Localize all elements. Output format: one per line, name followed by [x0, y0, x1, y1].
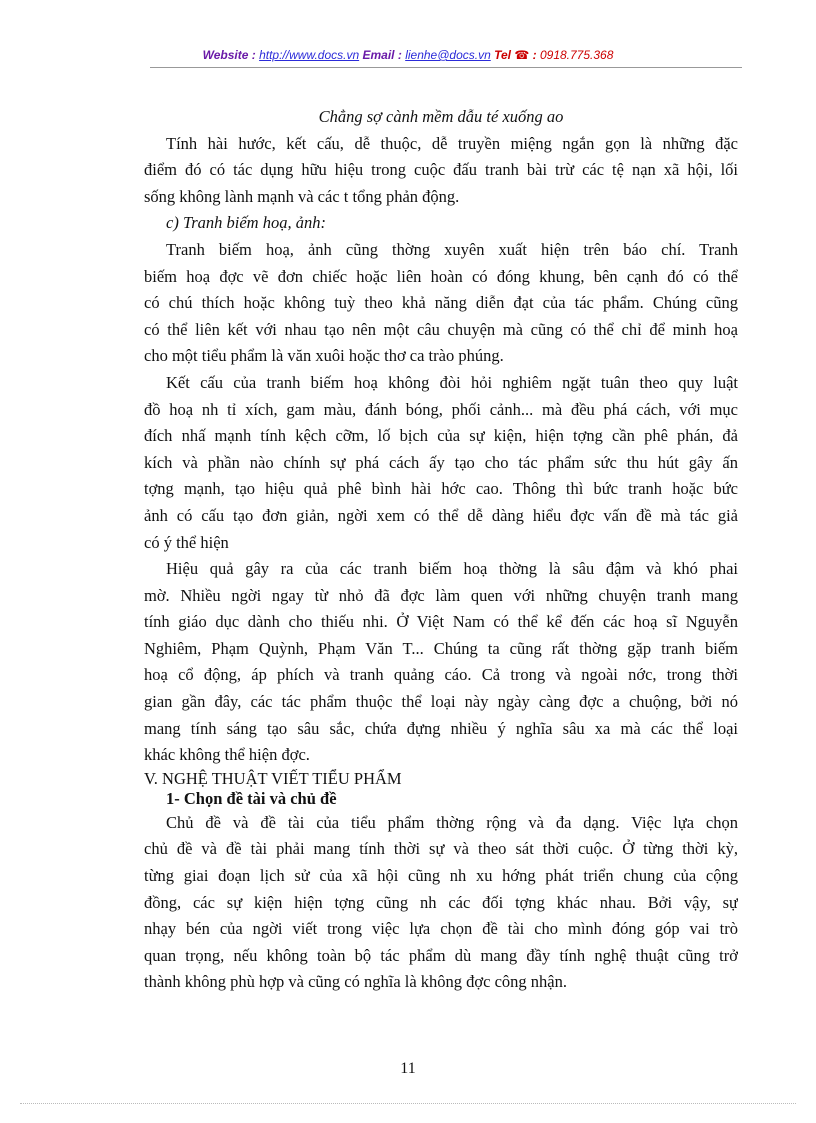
text-line: thành không phù hợp và cũng có nghĩa là không đợc công nhận.	[144, 972, 567, 992]
text-line: mờ. Nhiều ngời ngay từ nhỏ đã đợc làm quen với những chuyện tranh mang	[144, 585, 738, 605]
text-line: kích và phần nào chính sự phá cách ấy tạo cho tác phẩm sức thu hút gây ấn	[144, 452, 738, 472]
header-rule	[150, 67, 742, 68]
email-label: Email	[362, 48, 395, 62]
text-line: quan trọng, nếu không toàn bộ tác phẩm dù mang đầy tính nghệ thuật cũng trở	[144, 945, 738, 965]
section-heading: V. NGHỆ THUẬT VIẾT TIỂU PHẨM	[144, 768, 402, 788]
text-line: ảnh có cấu tạo đơn giản, ngời xem có thể dễ dàng hiểu đợc vấn đề mà tác giả	[144, 505, 738, 525]
text-line: Nghiêm, Phạm Quỳnh, Phạm Văn T... Chúng ta cũng rất thờng gặp tranh biếm	[144, 638, 738, 658]
subsection-heading: c) Tranh biếm hoạ, ảnh:	[166, 213, 326, 233]
text-line: sống không lành mạnh và các t tổng phản động.	[144, 186, 460, 206]
page-body	[144, 104, 738, 996]
text-line: có thể liên kết với nhau tạo nên một câu chuyện mà cũng có thể chỉ để minh hoạ	[144, 319, 738, 339]
text-line: biếm hoạ đợc vẽ đơn chiếc hoặc liên hoàn có đóng khung, bên cạnh đó có thể	[144, 266, 738, 286]
page-number: 11	[400, 1060, 416, 1077]
text-line: gian gần đây, các tác phẩm thuộc thể loại này ngày càng đợc a chuộng, bởi nó	[144, 692, 738, 712]
text-line: tợng mạnh, tạo hiệu quả phê bình hài hớc cao. Thông thì bức tranh hoặc bức	[144, 479, 738, 499]
text-line: từng giai đoạn lịch sử của xã hội cũng nh xu hớng phát triển chung của cộng	[144, 866, 738, 886]
text-line: điểm đó có tác dụng hữu hiệu trong cuộc đấu tranh bài trừ các tệ nạn xã hội, lối	[144, 160, 738, 180]
text-line: nhạy bén của ngời viết trong việc lựa chọn đề tài cho mình đóng góp vai trò	[144, 919, 738, 939]
text-line: khác không thể hiện đợc.	[144, 745, 310, 765]
footer-rule	[20, 1103, 796, 1104]
tel-number: 0918.775.368	[539, 48, 614, 62]
text-line: có ý thể hiện	[144, 532, 229, 552]
text-line: đích nhấ mạnh tính kệch cỡm, lố bịch của sự kiện, hiện tợng cần phê phán, đả	[144, 426, 738, 446]
tel-label: Tel ☎ :	[494, 48, 537, 62]
subsection-heading: 1- Chọn đề tài và chủ đề	[166, 788, 337, 808]
text-line: Hiệu quả gây ra của các tranh biếm hoạ thờng là sâu đậm và khó phai	[166, 559, 738, 579]
verse-line: Chẳng sợ cành mềm dẫu té xuống ao	[318, 107, 564, 126]
text-line: Kết cấu của tranh biếm hoạ không đòi hỏi nghiêm ngặt tuân theo quy luật	[166, 372, 738, 392]
text-line: cho một tiểu phẩm là văn xuôi hoặc thơ ca trào phúng.	[144, 346, 504, 366]
text-line: Tính hài hước, kết cấu, dễ thuộc, dễ truyền miệng ngắn gọn là những đặc	[166, 133, 738, 153]
text-line: hoạ cổ động, áp phích và tranh quảng cáo. Cả trong và ngoài nớc, trong thời	[144, 665, 738, 685]
text-line: đồ hoạ nh tỉ xích, gam màu, đánh bóng, phối cảnh... mà đều phá cách, với mục	[144, 399, 738, 419]
page-header	[0, 48, 816, 62]
text-line: chủ đề và đề tài phải mang tính thời sự và theo sát thời cuộc. Ở từng thời kỳ,	[144, 839, 738, 859]
text-line: đồng, các sự kiện hiện tợng cũng nh các đối tợng khác nhau. Bởi vậy, sự	[144, 892, 738, 912]
website-label: Website :	[202, 48, 256, 62]
text-line: Chủ đề và đề tài của tiểu phẩm thờng rộng và đa dạng. Việc lựa chọn	[166, 812, 738, 832]
text-line: tính giáo dục dành cho thiếu nhi. Ở Việt Nam có thể kể đến các hoạ sĩ Nguyễn	[144, 612, 738, 632]
email-separator: :	[397, 48, 402, 62]
website-link[interactable]: http://www.docs.vn	[259, 48, 360, 62]
text-line: mang tính sáng tạo sâu sắc, chứa đựng nhiều ý nghĩa sâu xa mà các thể loại	[144, 718, 738, 738]
text-line: Tranh biếm hoạ, ảnh cũng thờng xuyên xuất hiện trên báo chí. Tranh	[166, 239, 738, 259]
email-link[interactable]: lienhe@docs.vn	[405, 48, 491, 62]
text-line: có chú thích hoặc không tuỳ theo khả năng diễn đạt của tác phẩm. Chúng cũng	[144, 293, 738, 313]
